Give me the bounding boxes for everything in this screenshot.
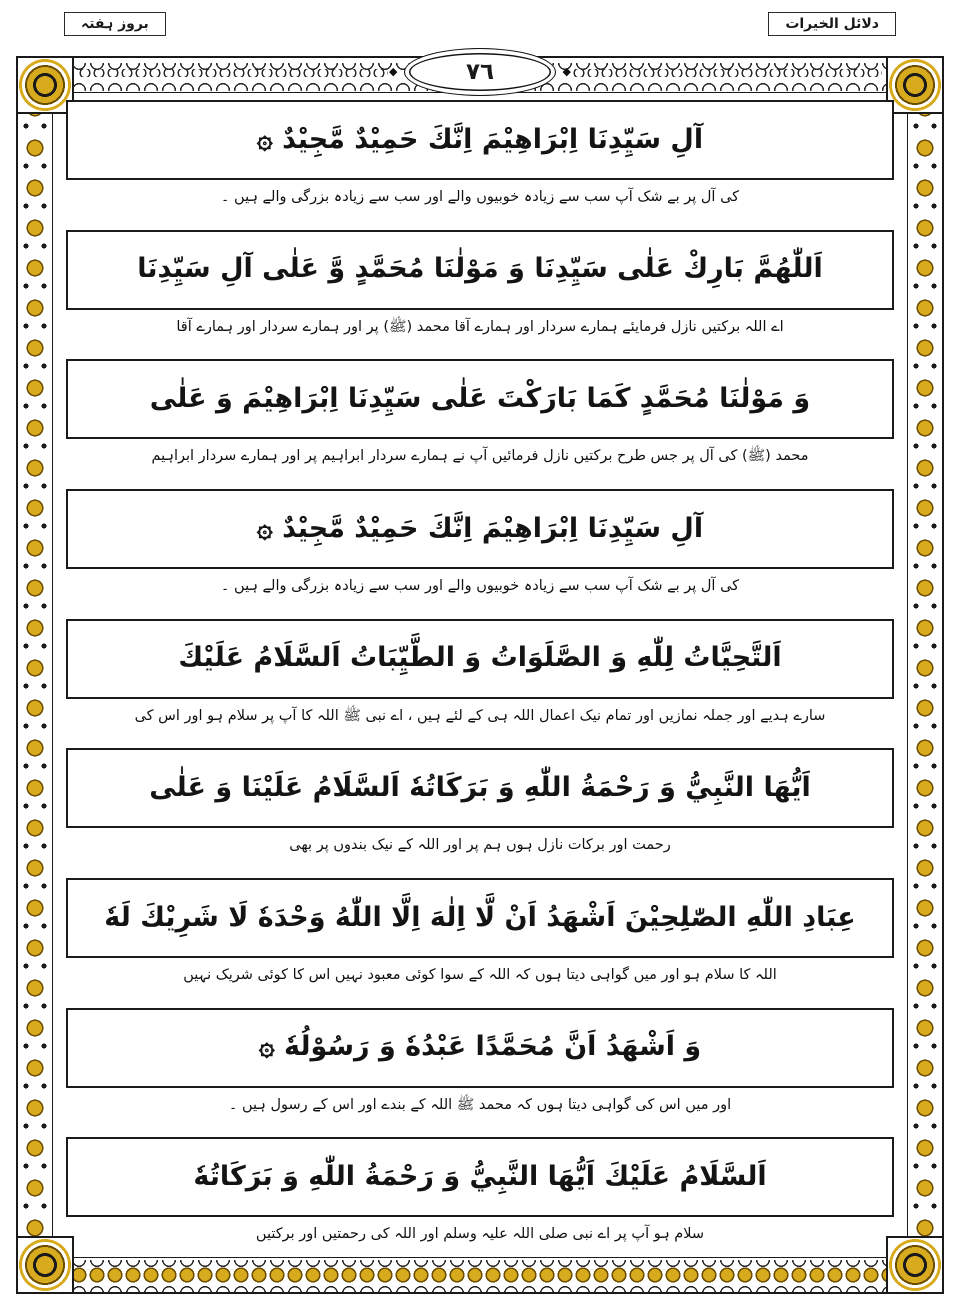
prayer-block (62, 1137, 898, 1248)
prayer-block (62, 359, 898, 470)
arabic-verse-box (66, 100, 894, 180)
arabic-verse-box (66, 1008, 894, 1088)
arabic-verse-box (66, 748, 894, 828)
arabic-verse-text: عِبَادِ اللّٰهِ الصّٰلِحِيْنَ اَشْهَدُ اَنْ لَّا اِلٰهَ اِلَّا اللّٰهُ وَحْدَهٗ لَا شَرِيْكَ لَهٗ (104, 901, 856, 933)
arabic-verse-text: وَ مَوْلٰنَا مُحَمَّدٍ كَمَا بَارَكْتَ عَلٰى سَيِّدِنَا اِبْرَاهِيْمَ وَ عَلٰى (149, 383, 811, 415)
arabic-verse-box (66, 878, 894, 958)
header-book-title-label: دلائل الخیرات (768, 12, 896, 36)
urdu-translation: کی آل پر بے شک آپ سب سے زیادہ خوبیوں والے اور سب سے زیادہ بزرگی والے ہیں ۔ (220, 189, 740, 205)
arabic-verse-text: وَ اَشْهَدُ اَنَّ مُحَمَّدًا عَبْدُهٗ وَ رَسُوْلُهٗ ۞ (258, 1031, 702, 1063)
page-number-badge (404, 48, 556, 96)
arabic-verse-text: آلِ سَيِّدِنَا اِبْرَاهِيْمَ اِنَّكَ حَمِيْدٌ مَّجِيْدٌ ۞ (256, 512, 704, 544)
arabic-verse-text: آلِ سَيِّدِنَا اِبْرَاهِيْمَ اِنَّكَ حَمِيْدٌ مَّجِيْدٌ ۞ (256, 123, 704, 155)
prayer-block (62, 100, 898, 211)
arabic-verse-box (66, 359, 894, 439)
arabic-verse-text: اَيُّهَا النَّبِيُّ وَ رَحْمَةُ اللّٰهِ وَ بَرَكَاتُهٗ اَلسَّلَامُ عَلَيْنَا وَ عَلٰى (149, 772, 811, 804)
urdu-translation: اے اللہ برکتیں نازل فرمایئے ہمارے سردار اور ہمارے آقا محمد (ﷺ) پر اور ہمارے سردار اور ہمارے آقا (176, 318, 784, 335)
prayer-block (62, 619, 898, 730)
prayer-block (62, 1008, 898, 1119)
header-day-label: بروز ہفتہ (64, 12, 166, 36)
arabic-verse-box (66, 230, 894, 310)
arabic-verse-box (66, 1137, 894, 1217)
ornamental-border-bottom (16, 1257, 944, 1294)
urdu-translation: کی آل پر بے شک آپ سب سے زیادہ خوبیوں والے اور سب سے زیادہ بزرگی والے ہیں ۔ (220, 577, 740, 594)
urdu-translation: رحمت اور برکات نازل ہوں ہم پر اور اللہ کے نیک بندوں پر بھی (289, 837, 671, 854)
flourish-line-right-icon (572, 69, 882, 77)
urdu-translation: اور میں اس کی گواہی دیتا ہوں کہ محمد ﷺ اللہ کے بندے اور اس کے رسول ہیں ۔ (228, 1096, 732, 1113)
prayer-block (62, 748, 898, 859)
flourish-line-left-icon (78, 69, 388, 77)
prayer-block (62, 878, 898, 989)
arabic-verse-text: اَللّٰهُمَّ بَارِكْ عَلٰى سَيِّدِنَا وَ مَوْلٰنَا مُحَمَّدٍ وَّ عَلٰى آلِ سَيِّدِنَا (137, 253, 823, 285)
arabic-verse-box (66, 619, 894, 699)
ornamental-border-left (16, 56, 53, 1294)
arabic-verse-box (66, 489, 894, 569)
ornamental-border-right (907, 56, 944, 1294)
urdu-translation: سلام ہو آپ پر اے نبی صلی اللہ علیہ وسلم اور اللہ کی رحمتیں اور برکتیں (255, 1226, 705, 1243)
prayer-content (62, 100, 898, 1248)
page-number: ◆ ٧٦ (465, 59, 495, 85)
urdu-translation: محمد (ﷺ) کی آل پر جس طرح برکتیں نازل فرمائیں آپ نے ہمارے سردار ابراہیم پر اور ہمارے سردار ابراہیم (151, 448, 809, 465)
arabic-verse-text: اَلسَّلَامُ عَلَيْكَ اَيُّهَا النَّبِيُّ وَ رَحْمَةُ اللّٰهِ وَ بَرَكَاتُهٗ (193, 1161, 767, 1193)
prayer-block (62, 489, 898, 600)
arabic-verse-text: اَلتَّحِيَّاتُ لِلّٰهِ وَ الصَّلَوَاتُ وَ الطَّيِّبَاتُ اَلسَّلَامُ عَلَيْكَ (178, 642, 782, 674)
urdu-translation: اللہ کا سلام ہو اور میں گواہی دیتا ہوں کہ اللہ کے سوا کوئی معبود نہیں اس کا کوئی شریک نہیں (183, 966, 777, 983)
prayer-block (62, 230, 898, 341)
urdu-translation: سارے ہدیے اور جملہ نمازیں اور تمام نیک اعمال اللہ ہی کے لئے ہیں ، اے نبی ﷺ اللہ کا آپ پر سلام ہو اور اس کی (134, 707, 826, 724)
